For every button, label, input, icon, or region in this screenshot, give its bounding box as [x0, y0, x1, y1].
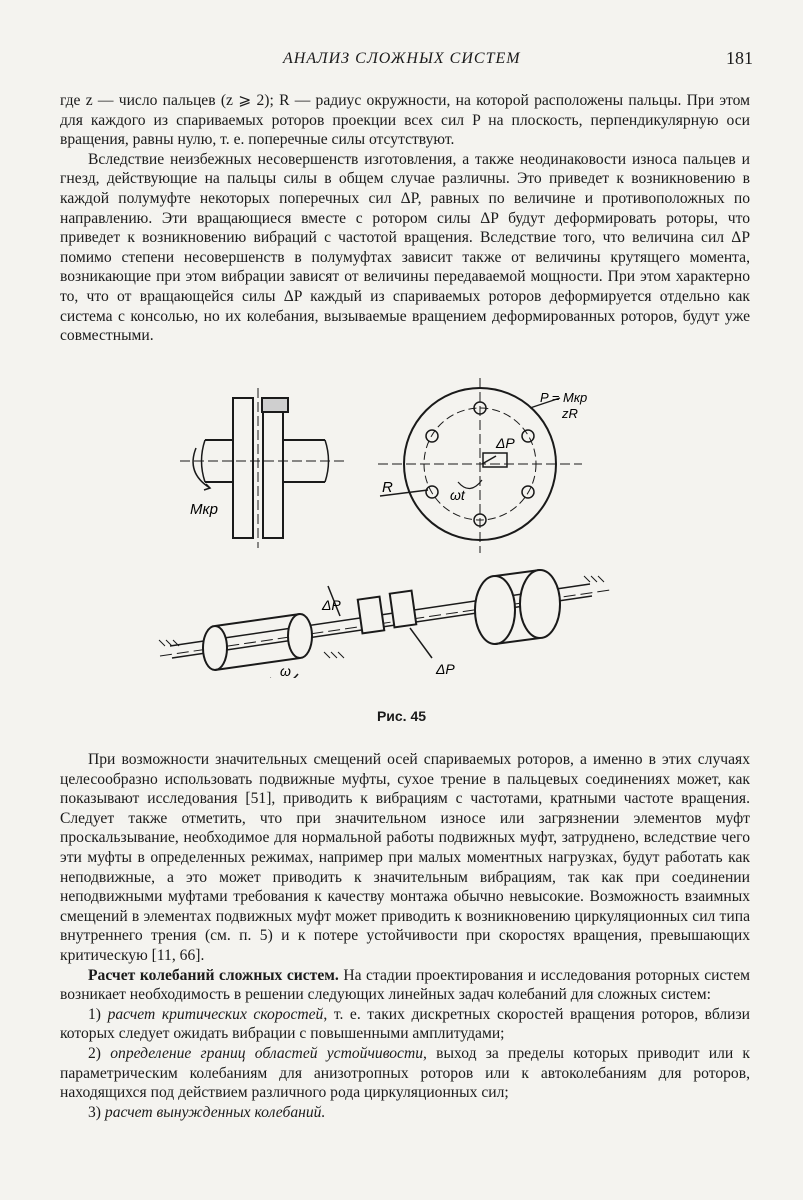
- paragraph-movable-couplings: При возможности значительных смещений осей спариваемых роторов, а именно в этих случаях целесообразно использовать подвижные муфты, сухое трение в пальцевых соединениях может, как показывают исследования [51], приводить к вибрациям с частотами, кратными частоте вращения. Следует также отметить, что при значительном износе или загрязнении элементов муфт проскальзывание, необходимое для нормальной работы подвижных муфт, затруднено, вследствие чего эти муфты в определенных режимах, например при малых моментных нагрузках, будут работать как неподвижные, а это может приводить к значительным вибрациям, так как при соединении неподвижными муфтами требования к качеству монтажа обычно невысокие. Возможность взаимных смещений в элементах подвижных муфт может приводить к возникновению циркуляционных сил типа внутреннего трения (см. п. 5) и к потере устойчивости при скоростях вращения, превышающих критическую [11, 66].: [60, 751, 750, 964]
- page-number: 181: [726, 48, 753, 68]
- figure-caption: Рис. 45: [376, 708, 427, 724]
- section-title: Расчет колебаний сложных систем.: [88, 966, 339, 984]
- label-omega-t: ωt: [450, 487, 465, 503]
- top-text: [60, 91, 750, 346]
- running-title: АНАЛИЗ СЛОЖНЫХ СИСТЕМ: [283, 50, 521, 67]
- paragraph-continuation: где z — число пальцев (z ⩾ 2); R — радиус окружности, на которой расположены пальцы. При этом для каждого из спариваемых роторов проекции всех сил P на плоскость, перпендикулярную оси вращения, равны нулю, т. е. поперечные силы отсутствуют.: [60, 92, 750, 149]
- label-mkr-left: Mкр: [190, 501, 218, 518]
- label-p-formula-bottom: zR: [562, 406, 578, 421]
- list-item: 1) расчет критических скоростей, т. е. таких дискретных скоростей вращения роторов, вблизи которых следует ожидать вибрации с повышенными амплитудами;: [60, 1005, 750, 1043]
- paragraph-section-intro: [60, 966, 750, 1005]
- label-r: R: [382, 479, 393, 496]
- coupling-side-view: [180, 388, 345, 548]
- page-header: [0, 48, 803, 72]
- label-dp-lower: ΔP: [436, 661, 455, 677]
- figure-45: [0, 378, 803, 678]
- list-item: 3) расчет вынужденных колебаний.: [88, 1103, 326, 1121]
- bottom-text: [60, 750, 750, 1122]
- list-item: 2) определение границ областей устойчивости, выход за пределы которых приводит или к параметрическим колебаниям для анизотропных роторов или к автоколебаниям для роторов, находящихся под действием различного рода циркуляционных сил;: [60, 1044, 751, 1102]
- label-p-formula-top: P = Mкр: [540, 390, 588, 405]
- paragraph-imperfections: Вследствие неизбежных несовершенств изготовления, а также неодинаковости износа пальцев и гнезд, действующие на пальцы силы в общем случае различны. Это приведет к возникновению в каждой полумуфте некоторых поперечных сил ΔP, равных по величине и противоположных по направлению. Эти вращающиеся вместе с ротором силы ΔP будут деформировать роторы, что приведет к возникновению вибраций с частотой вращения. Вследствие того, что величина сил ΔP помимо степени несовершенств в полумуфтах зависит также от величины крутящего момента, возникающие при этом вибрации зависят от величины передаваемой мощности. При этом характерно то, что от вращающейся силы ΔP каждый из спариваемых роторов деформируется отдельно как система с консолью, но их колебания, вызываемые вращением деформированных роторов, будут уже совместными.: [60, 150, 750, 345]
- rotor-assembly: [159, 570, 610, 678]
- label-dp-center: ΔP: [496, 435, 515, 451]
- label-omega: ω: [280, 663, 291, 678]
- label-dp-upper: ΔP: [322, 597, 341, 613]
- section-intro-text: На стадии проектирования и исследования роторных систем возникает необходимость в решении следующих линейных задач колебаний для сложных систем:: [60, 966, 750, 1004]
